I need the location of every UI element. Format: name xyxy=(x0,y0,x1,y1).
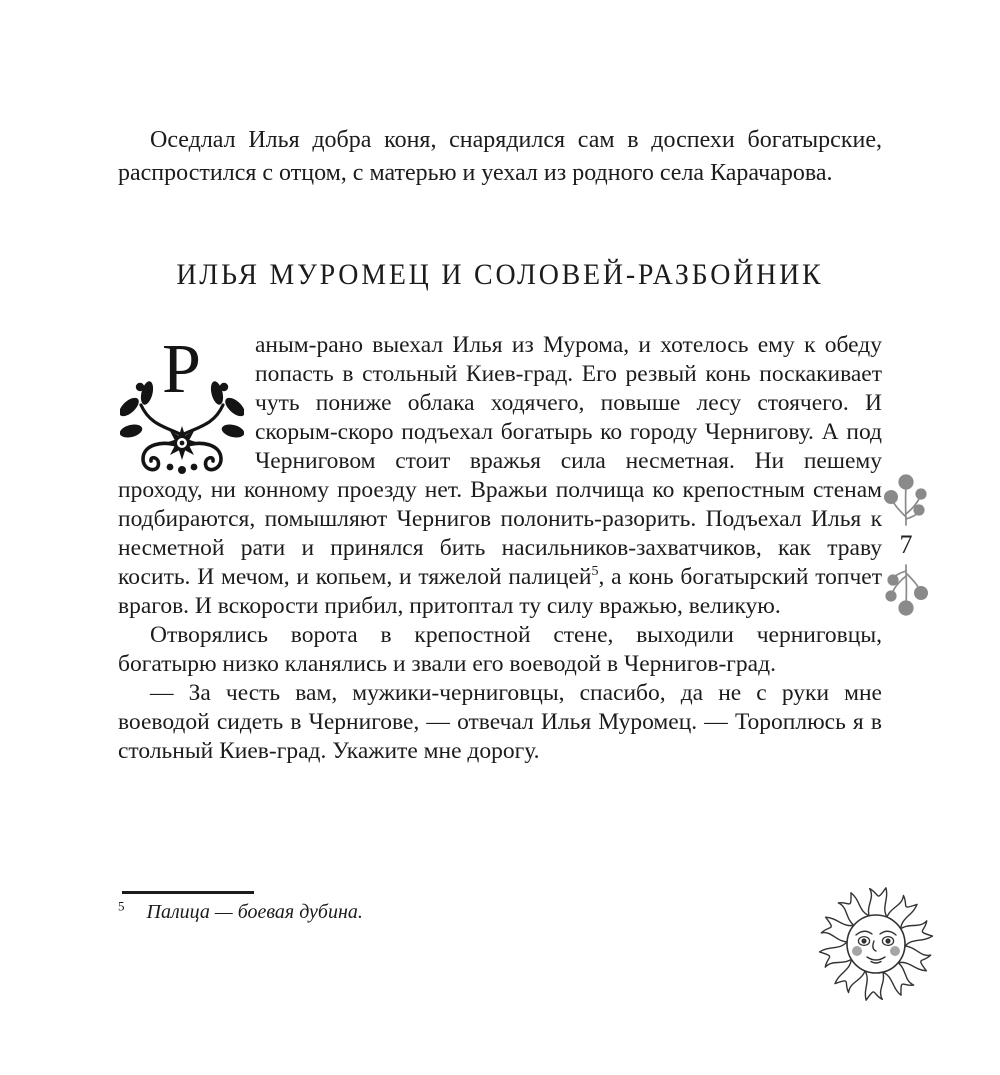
chapter-title xyxy=(118,255,882,295)
story-body xyxy=(118,331,882,766)
page-margin-column xyxy=(877,470,935,620)
text-column xyxy=(118,124,882,766)
story-paragraph-2: Отворялись ворота в крепостной стене, выходили черниговцы, богатырю низко кланялись и звали его воеводой в Чернигов-град. xyxy=(118,622,882,677)
sun-face-icon xyxy=(813,881,939,1007)
berry-sprig-icon xyxy=(878,470,934,528)
berry-sprig-icon xyxy=(878,562,934,620)
intro-paragraph: Оседлал Илья добра коня, снарядился сам в доспехи богатырские, распростился с отцом, с матерью и уехал из родного села Карачарова. xyxy=(118,127,882,186)
sun-cheek-left xyxy=(852,946,862,956)
footnote-reference[interactable]: 5 xyxy=(591,564,599,580)
story-paragraph-1 xyxy=(118,331,882,621)
sun-face-circle xyxy=(847,915,905,973)
page-number: 7 xyxy=(899,530,913,559)
chapter-title-text: ИЛЬЯ МУРОМЕЦ И СОЛОВЕЙ-РАЗБОЙНИК xyxy=(176,258,824,291)
paragraph-text: , а конь богатырский топчет врагов. И вскорости прибил, притоптал ту силу вражью, великую. xyxy=(118,564,883,619)
footnote-area xyxy=(118,891,618,924)
footnote-marker: 5 xyxy=(118,898,125,914)
paragraph-text: аным-рано выехал Илья из Мурома, и хотелось ему к обеду попасть в стольный Киев-град. Его резвый конь поскакивает чуть пониже облака ходячего, повыше лесу стоячего. И скорым-скоро подъехал богатырь ко городу Чернигову. А под Черниговом стоит вражья сила несметная. Ни пешему проходу, ни конному проезду нет. Вражьи полчища ко крепостным стенам подбираются, помышляют Чернигов полонить-разорить. Подъехал Илья к несметной рати и принялся бить насильников-захватчиков, как траву косить. И мечом, и копьем, и тяжелой палицей xyxy=(118,332,882,590)
drop-cap-block xyxy=(118,331,255,476)
footnote-divider xyxy=(122,891,254,894)
story-paragraph-3: — За честь вам, мужики-черниговцы, спасибо, да не с руки мне воеводой сидеть в Чернигове, — отвечал Илья Муромец. — Тороплюсь я в стольный Киев-град. Укажите мне дорогу. xyxy=(118,680,882,764)
footnote-text: Палица — боевая дубина. xyxy=(146,901,363,923)
footnote-entry xyxy=(118,900,618,924)
drop-cap-letter: Р xyxy=(162,331,201,408)
sun-cheek-right xyxy=(890,946,900,956)
